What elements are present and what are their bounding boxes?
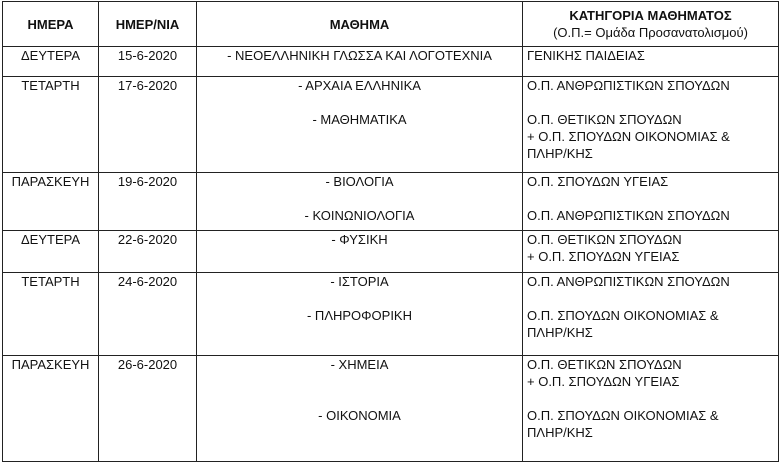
category-line: Ο.Π. ΑΝΘΡΩΠΙΣΤΙΚΩΝ ΣΠΟΥΔΩΝ — [527, 274, 730, 289]
category-line: ΠΛΗΡ/ΚΗΣ — [527, 325, 593, 340]
category-cell — [523, 77, 779, 173]
day-cell: ΤΕΤΑΡΤΗ — [3, 273, 99, 356]
category-line: ΓΕΝΙΚΗΣ ΠΑΙΔΕΙΑΣ — [527, 48, 645, 63]
subject-name: - ΠΛΗΡΟΦΟΡΙΚΗ — [306, 308, 412, 323]
subject-name: - ΦΥΣΙΚΗ — [331, 232, 388, 247]
header-category — [523, 2, 779, 47]
category-line: + Ο.Π. ΣΠΟΥΔΩΝ ΥΓΕΙΑΣ — [527, 374, 680, 389]
subject-name: - ΧΗΜΕΙΑ — [330, 357, 389, 372]
subject-name: - ΑΡΧΑΙΑ ΕΛΛΗΝΙΚΑ — [298, 78, 421, 93]
date-cell: 17-6-2020 — [99, 77, 197, 173]
date-cell: 19-6-2020 — [99, 173, 197, 231]
header-category-title: ΚΑΤΗΓΟΡΙΑ ΜΑΘΗΜΑΤΟΣ — [569, 8, 732, 23]
subject-name: - ΟΙΚΟΝΟΜΙΑ — [318, 408, 401, 423]
category-line: Ο.Π. ΘΕΤΙΚΩΝ ΣΠΟΥΔΩΝ — [527, 232, 682, 247]
subject-cell — [197, 47, 523, 77]
table-row — [3, 231, 779, 273]
category-cell — [523, 356, 779, 462]
table-row — [3, 356, 779, 462]
day-cell: ΠΑΡΑΣΚΕΥΗ — [3, 356, 99, 462]
subject-name: - ΙΣΤΟΡΙΑ — [330, 274, 389, 289]
subject-name: - ΒΙΟΛΟΓΙΑ — [325, 174, 394, 189]
header-row — [3, 2, 779, 47]
category-line: + Ο.Π. ΣΠΟΥΔΩΝ ΥΓΕΙΑΣ — [527, 249, 680, 264]
subject-name: - ΝΕΟΕΛΛΗΝΙΚΗ ΓΛΩΣΣΑ ΚΑΙ ΛΟΓΟΤΕΧΝΙΑ — [227, 48, 492, 63]
table-row — [3, 47, 779, 77]
day-cell: ΔΕΥΤΕΡΑ — [3, 231, 99, 273]
day-cell: ΤΕΤΑΡΤΗ — [3, 77, 99, 173]
category-line: Ο.Π. ΣΠΟΥΔΩΝ ΥΓΕΙΑΣ — [527, 174, 669, 189]
header-day: ΗΜΕΡΑ — [3, 2, 99, 47]
date-cell: 22-6-2020 — [99, 231, 197, 273]
exam-schedule-table — [2, 1, 779, 462]
category-line: Ο.Π. ΘΕΤΙΚΩΝ ΣΠΟΥΔΩΝ — [527, 357, 682, 372]
category-cell — [523, 231, 779, 273]
category-cell — [523, 273, 779, 356]
subject-name: - ΚΟΙΝΩΝΙΟΛΟΓΙΑ — [304, 208, 415, 223]
category-cell — [523, 47, 779, 77]
table-row — [3, 173, 779, 231]
category-line: ΠΛΗΡ/ΚΗΣ — [527, 425, 593, 440]
header-date: ΗΜΕΡ/ΝΙΑ — [99, 2, 197, 47]
subject-cell — [197, 273, 523, 356]
category-line: Ο.Π. ΑΝΘΡΩΠΙΣΤΙΚΩΝ ΣΠΟΥΔΩΝ — [527, 208, 730, 223]
category-line: + Ο.Π. ΣΠΟΥΔΩΝ ΟΙΚΟΝΟΜΙΑΣ & — [527, 129, 730, 144]
day-cell: ΔΕΥΤΕΡΑ — [3, 47, 99, 77]
subject-cell — [197, 173, 523, 231]
subject-cell — [197, 231, 523, 273]
schedule-body — [3, 47, 779, 462]
category-line: ΠΛΗΡ/ΚΗΣ — [527, 146, 593, 161]
date-cell: 26-6-2020 — [99, 356, 197, 462]
date-cell: 24-6-2020 — [99, 273, 197, 356]
category-cell — [523, 173, 779, 231]
category-line: Ο.Π. ΘΕΤΙΚΩΝ ΣΠΟΥΔΩΝ — [527, 112, 682, 127]
table-row — [3, 273, 779, 356]
category-line: Ο.Π. ΣΠΟΥΔΩΝ ΟΙΚΟΝΟΜΙΑΣ & — [527, 308, 719, 323]
table-row — [3, 77, 779, 173]
header-category-note: (Ο.Π.= Ομάδα Προσανατολισμού) — [553, 25, 748, 40]
subject-name: - ΜΑΘΗΜΑΤΙΚΑ — [312, 112, 407, 127]
category-line: Ο.Π. ΣΠΟΥΔΩΝ ΟΙΚΟΝΟΜΙΑΣ & — [527, 408, 719, 423]
category-line: Ο.Π. ΑΝΘΡΩΠΙΣΤΙΚΩΝ ΣΠΟΥΔΩΝ — [527, 78, 730, 93]
subject-cell — [197, 356, 523, 462]
subject-cell — [197, 77, 523, 173]
day-cell: ΠΑΡΑΣΚΕΥΗ — [3, 173, 99, 231]
date-cell: 15-6-2020 — [99, 47, 197, 77]
header-subject: ΜΑΘΗΜΑ — [197, 2, 523, 47]
